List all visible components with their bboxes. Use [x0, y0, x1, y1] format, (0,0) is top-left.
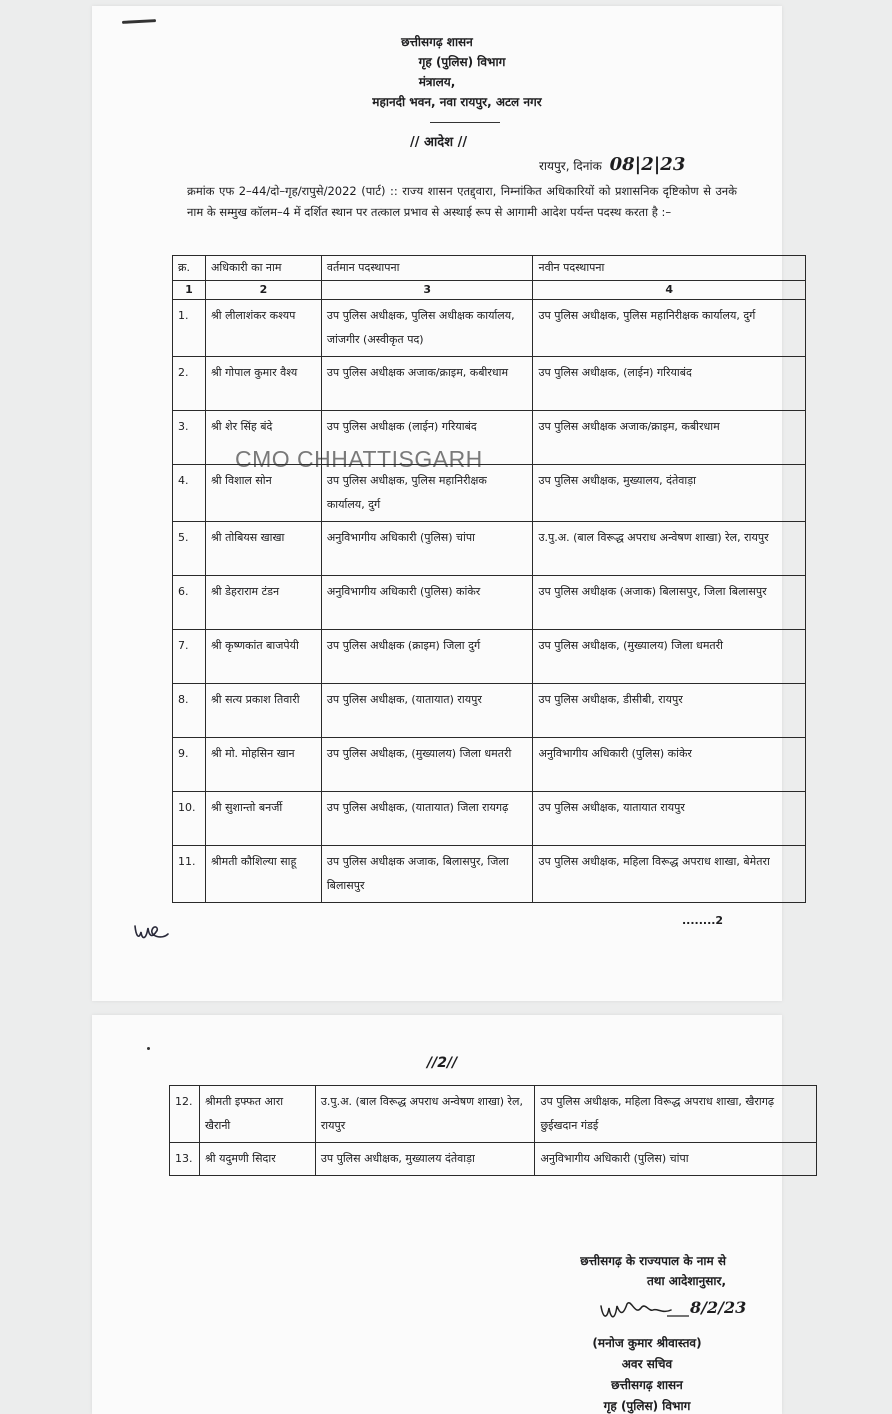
table-row	[173, 522, 806, 576]
new-posting-cell: उप पुलिस अधीक्षक अजाक/क्राइम, कबीरधाम	[533, 411, 806, 465]
new-posting-cell: अनुविभागीय अधिकारी (पुलिस) कांकेर	[533, 738, 806, 792]
new-posting-cell: उप पुलिस अधीक्षक, महिला विरूद्ध अपराध शाखा, बेमेतरा	[533, 846, 806, 903]
document-page-2	[92, 1015, 782, 1414]
table-header-row	[173, 256, 806, 281]
date-label: रायपुर, दिनांक	[539, 159, 602, 173]
new-posting-cell: उप पुलिस अधीक्षक, डीसीबी, रायपुर	[533, 684, 806, 738]
closing-line-2: तथा आदेशानुसार,	[646, 1274, 726, 1288]
current-posting-cell: अनुविभागीय अधिकारी (पुलिस) चांपा	[321, 522, 533, 576]
serial-number-cell: 6.	[173, 576, 206, 630]
current-posting-cell: उप पुलिस अधीक्षक, (यातायात) रायपुर	[321, 684, 533, 738]
header-cell: अधिकारी का नाम	[205, 256, 321, 281]
order-intro: क्रमांक एफ 2–44/दो–गृह/रापुसे/2022 (पार्ट) :: राज्य शासन एतद्द्वारा, निम्नांकित अधिकारियों को प्रशासनिक दृष्टिकोण से उनके नाम के सम्मुख कॉलम–4 में दर्शित स्थान पर तत्काल प्रभाव से अस्थाई रूप से आगामी आदेश पर्यन्त पदस्थ करता है :–	[187, 184, 737, 219]
signature-date: 8/2/23	[690, 1298, 747, 1317]
current-posting-cell: उप पुलिस अधीक्षक अजाक/क्राइम, कबीरधाम	[321, 357, 533, 411]
column-number: 3	[321, 281, 533, 300]
page-marker: //2//	[427, 1055, 458, 1071]
column-number-row	[173, 281, 806, 300]
column-number: 4	[533, 281, 806, 300]
officer-name-cell: श्रीमती कौशिल्या साहू	[205, 846, 321, 903]
header-govt: छत्तीसगढ़ शासन	[401, 35, 473, 49]
table-row	[170, 1143, 817, 1176]
officer-name-cell: श्री लीलाशंकर कश्यप	[205, 300, 321, 357]
new-posting-cell: उप पुलिस अधीक्षक, यातायात रायपुर	[533, 792, 806, 846]
officer-name-cell: श्री शेर सिंह बंदे	[205, 411, 321, 465]
serial-number-cell: 13.	[170, 1143, 200, 1176]
officer-govt: छत्तीसगढ़ शासन	[611, 1378, 683, 1392]
officer-dept: गृह (पुलिस) विभाग	[603, 1399, 691, 1413]
watermark: CMO CHHATTISGARH	[235, 446, 483, 472]
new-posting-cell: उप पुलिस अधीक्षक (अजाक) बिलासपुर, जिला बिलासपुर	[533, 576, 806, 630]
order-title: // आदेश //	[410, 135, 468, 150]
table-row	[173, 357, 806, 411]
scan-mark	[122, 19, 156, 24]
table-row	[173, 792, 806, 846]
current-posting-cell: उप पुलिस अधीक्षक, मुख्यालय दंतेवाड़ा	[315, 1143, 535, 1176]
new-posting-cell: उ.पु.अ. (बाल विरूद्ध अपराध अन्वेषण शाखा) रेल, रायपुर	[533, 522, 806, 576]
continuation-marker: ........2	[682, 914, 724, 927]
current-posting-cell: उ.पु.अ. (बाल विरूद्ध अपराध अन्वेषण शाखा) रेल, रायपुर	[315, 1086, 535, 1143]
officer-block	[547, 1333, 747, 1414]
table-row	[170, 1086, 817, 1143]
header-cell: नवीन पदस्थापना	[533, 256, 806, 281]
officer-name: (मनोज कुमार श्रीवास्तव)	[592, 1336, 702, 1350]
serial-number-cell: 7.	[173, 630, 206, 684]
officer-name-cell: श्री मो. मोहसिन खान	[205, 738, 321, 792]
document-page-1	[92, 6, 782, 1001]
header-dept: गृह (पुलिस) विभाग	[418, 55, 506, 69]
letterhead	[92, 32, 782, 112]
new-posting-cell: उप पुलिस अधीक्षक, महिला विरूद्ध अपराध शाखा, खैरागढ़ छुईखदान गंडई	[535, 1086, 817, 1143]
serial-number-cell: 12.	[170, 1086, 200, 1143]
column-number: 1	[173, 281, 206, 300]
officer-name-cell: श्री यदुमणी सिदार	[199, 1143, 315, 1176]
handwritten-date: 08|2|23	[609, 154, 686, 175]
new-posting-cell: उप पुलिस अधीक्षक, मुख्यालय, दंतेवाड़ा	[533, 465, 806, 522]
current-posting-cell: उप पुलिस अधीक्षक, (यातायात) जिला रायगढ़	[321, 792, 533, 846]
scan-dot	[147, 1047, 150, 1050]
column-number: 2	[205, 281, 321, 300]
header-cell: क्र.	[173, 256, 206, 281]
serial-number-cell: 3.	[173, 411, 206, 465]
current-posting-cell: अनुविभागीय अधिकारी (पुलिस) कांकेर	[321, 576, 533, 630]
header-address: महानदी भवन, नवा रायपुर, अटल नगर	[372, 95, 542, 109]
current-posting-cell: उप पुलिस अधीक्षक (लाईन) गरियाबंद	[321, 411, 533, 465]
closing-line-1: छत्तीसगढ़ के राज्यपाल के नाम से	[580, 1254, 726, 1268]
serial-number-cell: 11.	[173, 846, 206, 903]
current-posting-cell: उप पुलिस अधीक्षक, पुलिस महानिरीक्षक कार्यालय, दुर्ग	[321, 465, 533, 522]
current-posting-cell: उप पुलिस अधीक्षक, पुलिस अधीक्षक कार्यालय, जांजगीर (अस्वीकृत पद)	[321, 300, 533, 357]
table-row	[173, 576, 806, 630]
table-row	[173, 300, 806, 357]
current-posting-cell: उप पुलिस अधीक्षक अजाक, बिलासपुर, जिला बिलासपुर	[321, 846, 533, 903]
serial-number-cell: 5.	[173, 522, 206, 576]
initials-signature	[132, 918, 180, 950]
officer-name-cell: श्री विशाल सोन	[205, 465, 321, 522]
current-posting-cell: उप पुलिस अधीक्षक (क्राइम) जिला दुर्ग	[321, 630, 533, 684]
serial-number-cell: 4.	[173, 465, 206, 522]
officer-designation: अवर सचिव	[621, 1357, 673, 1371]
serial-number-cell: 8.	[173, 684, 206, 738]
new-posting-cell: उप पुलिस अधीक्षक, पुलिस महानिरीक्षक कार्यालय, दुर्ग	[533, 300, 806, 357]
table-row	[173, 684, 806, 738]
posting-table	[172, 255, 806, 903]
table-row	[173, 738, 806, 792]
officer-name-cell: श्रीमती इफ्फत आरा खैरानी	[199, 1086, 315, 1143]
serial-number-cell: 1.	[173, 300, 206, 357]
header-ministry: मंत्रालय,	[418, 75, 456, 89]
table-row	[173, 465, 806, 522]
officer-name-cell: श्री सुशान्तो बनर्जी	[205, 792, 321, 846]
serial-number-cell: 9.	[173, 738, 206, 792]
officer-name-cell: श्री डेहराराम टंडन	[205, 576, 321, 630]
header-cell: वर्तमान पदस्थापना	[321, 256, 533, 281]
officer-name-cell: श्री गोपाल कुमार वैश्य	[205, 357, 321, 411]
serial-number-cell: 10.	[173, 792, 206, 846]
closing-text	[512, 1251, 726, 1291]
new-posting-cell: उप पुलिस अधीक्षक, (मुख्यालय) जिला धमतरी	[533, 630, 806, 684]
new-posting-cell: उप पुलिस अधीक्षक, (लाईन) गरियाबंद	[533, 357, 806, 411]
posting-table-continued	[169, 1085, 817, 1176]
officer-name-cell: श्री तोबियस खाखा	[205, 522, 321, 576]
new-posting-cell: अनुविभागीय अधिकारी (पुलिस) चांपा	[535, 1143, 817, 1176]
dateline	[539, 154, 685, 175]
officer-name-cell: श्री कृष्णकांत बाजपेयी	[205, 630, 321, 684]
title-rule	[430, 122, 500, 123]
table-row	[173, 630, 806, 684]
serial-number-cell: 2.	[173, 357, 206, 411]
current-posting-cell: उप पुलिस अधीक्षक, (मुख्यालय) जिला धमतरी	[321, 738, 533, 792]
table-row	[173, 846, 806, 903]
officer-name-cell: श्री सत्य प्रकाश तिवारी	[205, 684, 321, 738]
